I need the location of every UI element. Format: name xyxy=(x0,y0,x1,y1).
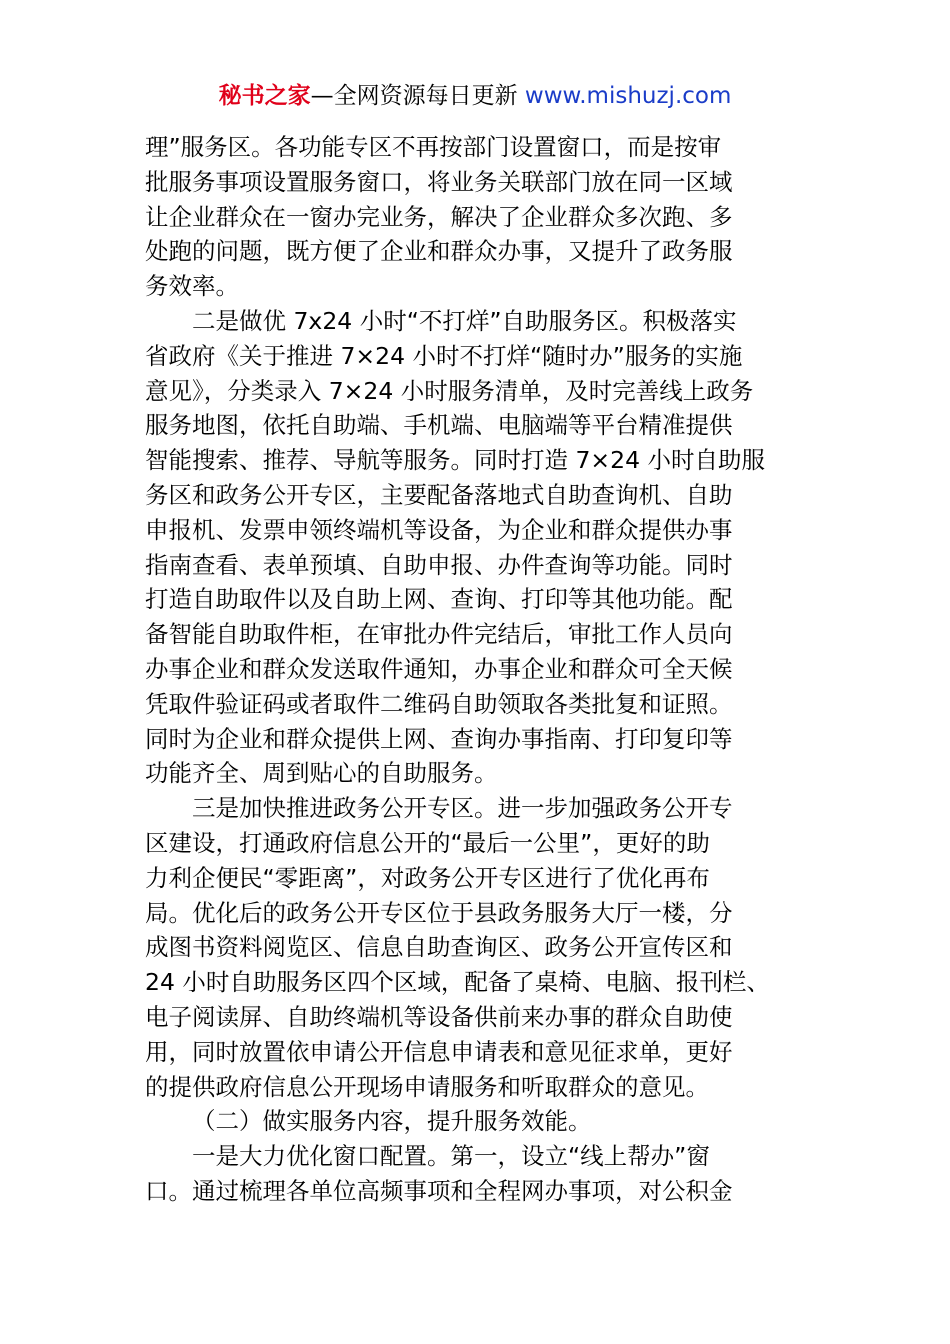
text-line: 力利企便民“零距离”，对政务公开专区进行了优化再布 xyxy=(145,863,710,892)
text-line: 用，同时放置依申请公开信息申请表和意见征求单，更好 xyxy=(145,1037,733,1066)
text-line: 理”服务区。各功能专区不再按部门设置窗口，而是按审 xyxy=(145,133,722,161)
text-line: 务区和政务公开专区，主要配备落地式自助查询机、自助 xyxy=(145,480,733,509)
text-line: 智能搜索、推荐、导航等服务。同时打造 7×24 小时自助服 xyxy=(145,446,765,475)
text-line: 务效率。 xyxy=(145,272,239,301)
text-line: 意见》，分类录入 7×24 小时服务清单，及时完善线上政务 xyxy=(145,376,754,405)
header-site-url: www.mishuzj.com xyxy=(524,83,732,109)
site-header xyxy=(0,80,950,112)
text-line: 服务地图，依托自助端、手机端、电脑端等平台精准提供 xyxy=(145,411,733,440)
text-line: 让企业群众在一窗办完业务，解决了企业群众多次跑、多 xyxy=(145,202,733,231)
text-line: 二是做优 7x24 小时“不打烊”自助服务区。积极落实 xyxy=(192,306,737,335)
text-line: 电子阅读屏、自助终端机等设备供前来办事的群众自助使 xyxy=(145,1002,733,1031)
text-line: 局。优化后的政务公开专区位于县政务服务大厅一楼，分 xyxy=(145,898,733,927)
text-line: 打造自助取件以及自助上网、查询、打印等其他功能。配 xyxy=(145,585,733,614)
document-body xyxy=(145,130,817,1209)
text-line: 三是加快推进政务公开专区。进一步加强政务公开专 xyxy=(192,794,733,823)
text-line: 区建设，打通政府信息公开的“最后一公里”，更好的助 xyxy=(145,828,710,857)
text-line: 的提供政府信息公开现场申请服务和听取群众的意见。 xyxy=(145,1072,709,1101)
header-brand: 秘书之家 xyxy=(218,83,311,109)
text-line: 24 小时自助服务区四个区域，配备了桌椅、电脑、报刊栏、 xyxy=(145,968,770,997)
text-line: （二）做实服务内容，提升服务效能。 xyxy=(192,1107,592,1136)
text-line: 批服务事项设置服务窗口，将业务关联部门放在同一区域 xyxy=(145,167,733,196)
header-tagline: —全网资源每日更新 xyxy=(310,83,518,109)
text-line: 凭取件验证码或者取件二维码自助领取各类批复和证照。 xyxy=(145,689,733,718)
text-line: 同时为企业和群众提供上网、查询办事指南、打印复印等 xyxy=(145,724,733,753)
text-line: 口。通过梳理各单位高频事项和全程网办事项，对公积金 xyxy=(145,1176,733,1205)
text-line: 一是大力优化窗口配置。第一，设立“线上帮办”窗 xyxy=(192,1142,710,1171)
text-line: 指南查看、表单预填、自助申报、办件查询等功能。同时 xyxy=(145,550,733,579)
text-line: 成图书资料阅览区、信息自助查询区、政务公开宣传区和 xyxy=(145,933,733,962)
text-line: 省政府《关于推进 7×24 小时不打烊“随时办”服务的实施 xyxy=(145,341,743,370)
text-line: 申报机、发票申领终端机等设备，为企业和群众提供办事 xyxy=(145,515,733,544)
text-line: 功能齐全、周到贴心的自助服务。 xyxy=(145,759,498,788)
text-line: 办事企业和群众发送取件通知，办事企业和群众可全天候 xyxy=(145,654,733,683)
text-line: 备智能自助取件柜，在审批办件完结后，审批工作人员向 xyxy=(145,620,733,649)
text-line: 处跑的问题，既方便了企业和群众办事，又提升了政务服 xyxy=(145,237,733,266)
